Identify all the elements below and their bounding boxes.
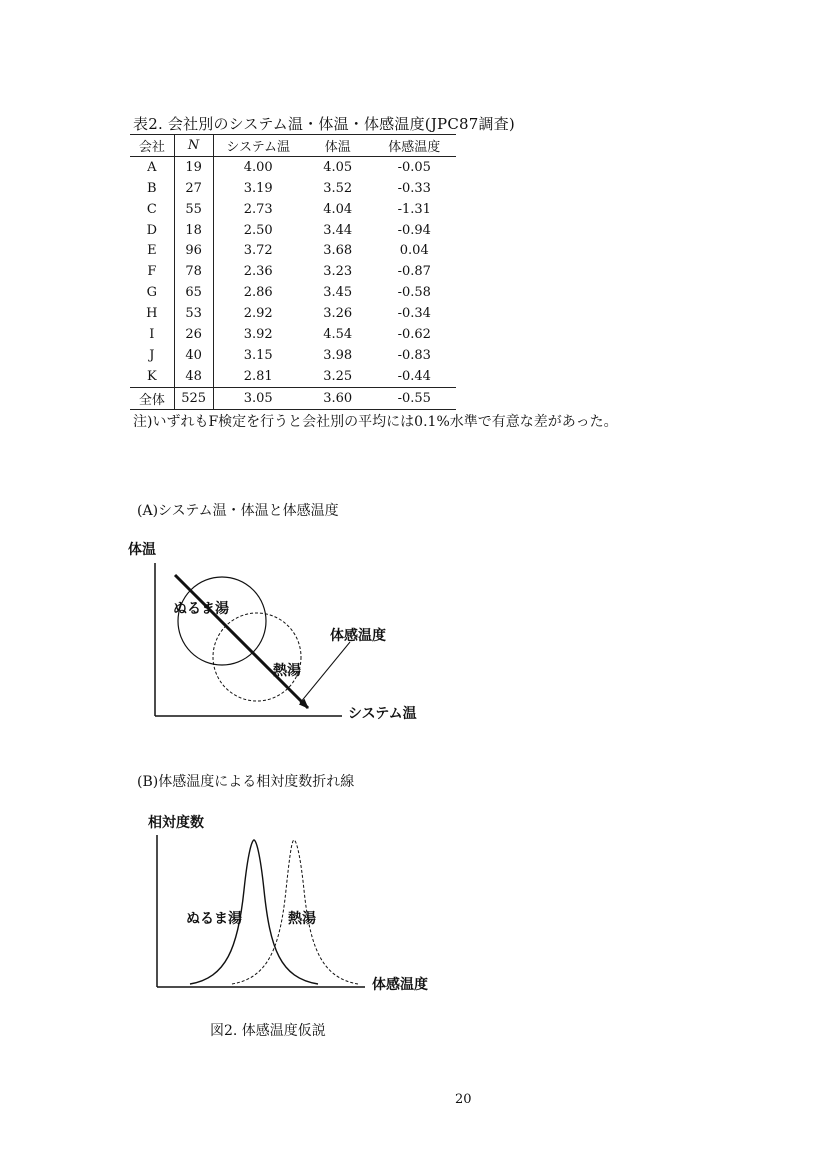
cell-system-temp: 2.50 — [243, 222, 273, 238]
cell-felt-temp: -0.33 — [397, 180, 431, 196]
cell-felt-temp: -0.94 — [397, 222, 431, 238]
column-header-felt-temp: 体感温度 — [388, 139, 441, 155]
cell-n: 55 — [174, 199, 213, 220]
cell-system-temp: 3.15 — [243, 347, 273, 363]
cell-body-temp: 3.25 — [323, 368, 353, 384]
cell-n: 48 — [174, 366, 213, 387]
figure-a-label-leader-line — [300, 642, 350, 703]
cell-system-temp: 2.36 — [243, 264, 273, 280]
cell-n: 18 — [174, 220, 213, 241]
page-number: 20 — [455, 1092, 472, 1107]
cell-felt-temp: -0.44 — [397, 368, 431, 384]
cell-company: K — [146, 368, 157, 384]
cell-n: 26 — [174, 324, 213, 345]
table-note: 注)いずれもF検定を行うと会社別の平均には0.1%水準で有意な差があった。 — [133, 414, 618, 430]
cell-n: 525 — [174, 387, 213, 409]
column-header-company: 会社 — [138, 139, 165, 155]
figure-a-x-axis-label: システム温 — [348, 706, 417, 722]
cell-system-temp: 3.19 — [243, 180, 273, 196]
figure-a-y-axis-label: 体温 — [128, 542, 156, 558]
figure-b-x-axis-label: 体感温度 — [372, 977, 428, 993]
cell-system-temp: 2.92 — [243, 306, 273, 322]
cell-system-temp: 3.05 — [243, 390, 273, 406]
cell-felt-temp: -0.58 — [397, 285, 431, 301]
cell-felt-temp: -0.34 — [397, 306, 431, 322]
cell-felt-temp: -0.62 — [397, 326, 431, 342]
figure-a-arrow-label: 体感温度 — [330, 628, 386, 644]
cell-system-temp: 2.86 — [243, 285, 273, 301]
cell-n: 96 — [174, 240, 213, 261]
cell-company: F — [147, 264, 157, 280]
cell-felt-temp: -0.87 — [397, 264, 431, 280]
cell-body-temp: 3.26 — [323, 306, 353, 322]
cell-company: B — [147, 180, 157, 196]
cell-company: C — [146, 201, 157, 217]
cell-system-temp: 3.92 — [243, 326, 273, 342]
figure-b-lukewarm-curve — [190, 840, 318, 984]
cell-n: 27 — [174, 178, 213, 199]
cell-company: D — [146, 222, 158, 238]
cell-felt-temp: -0.55 — [397, 390, 431, 406]
cell-body-temp: 4.04 — [323, 201, 353, 217]
cell-body-temp: 3.60 — [323, 390, 353, 406]
cell-company: I — [149, 326, 155, 342]
figure-b-hot-label: 熱湯 — [288, 911, 316, 927]
cell-n: 78 — [174, 261, 213, 282]
cell-system-temp: 4.00 — [243, 159, 273, 175]
figure-b-heading: (B)体感温度による相対度数折れ線 — [137, 774, 355, 790]
cell-body-temp: 3.52 — [323, 180, 353, 196]
column-header-n: N — [174, 135, 213, 157]
cell-felt-temp: -0.05 — [397, 159, 431, 175]
figure-a-lukewarm-label: ぬるま湯 — [172, 598, 230, 618]
cell-company: 全体 — [138, 392, 165, 408]
figure-b-y-axis-label: 相対度数 — [148, 815, 204, 831]
column-header-body-temp: 体温 — [324, 139, 351, 155]
cell-body-temp: 3.45 — [323, 285, 353, 301]
cell-n: 53 — [174, 303, 213, 324]
figure-a-heading: (A)システム温・体温と体感温度 — [137, 503, 339, 519]
cell-n: 40 — [174, 345, 213, 366]
cell-company: J — [149, 347, 155, 363]
cell-company: A — [147, 159, 157, 175]
table-caption: 表2. 会社別のシステム温・体温・体感温度(JPC87調査) — [133, 115, 515, 133]
column-header-system-temp: システム温 — [226, 139, 291, 155]
cell-body-temp: 3.44 — [323, 222, 353, 238]
cell-system-temp: 2.73 — [243, 201, 273, 217]
cell-body-temp: 4.05 — [323, 159, 353, 175]
cell-felt-temp: 0.04 — [399, 243, 429, 259]
figure-b-hot-curve — [232, 840, 358, 984]
figure-a-felt-temperature-arrow — [175, 575, 308, 708]
figure-caption: 図2. 体感温度仮説 — [210, 1023, 326, 1039]
cell-felt-temp: -0.83 — [397, 347, 431, 363]
cell-system-temp: 2.81 — [243, 368, 273, 384]
cell-n: 19 — [174, 156, 213, 177]
cell-body-temp: 3.98 — [323, 347, 353, 363]
cell-body-temp: 3.23 — [323, 264, 353, 280]
cell-n: 65 — [174, 282, 213, 303]
figure-a-hot-label: 熱湯 — [272, 660, 302, 680]
cell-company: G — [146, 285, 158, 301]
cell-company: H — [146, 306, 158, 322]
figure-b-lukewarm-label: ぬるま湯 — [186, 911, 242, 927]
cell-felt-temp: -1.31 — [397, 201, 431, 217]
cell-body-temp: 3.68 — [323, 243, 353, 259]
cell-body-temp: 4.54 — [323, 326, 353, 342]
cell-system-temp: 3.72 — [243, 243, 273, 259]
cell-company: E — [147, 243, 157, 259]
